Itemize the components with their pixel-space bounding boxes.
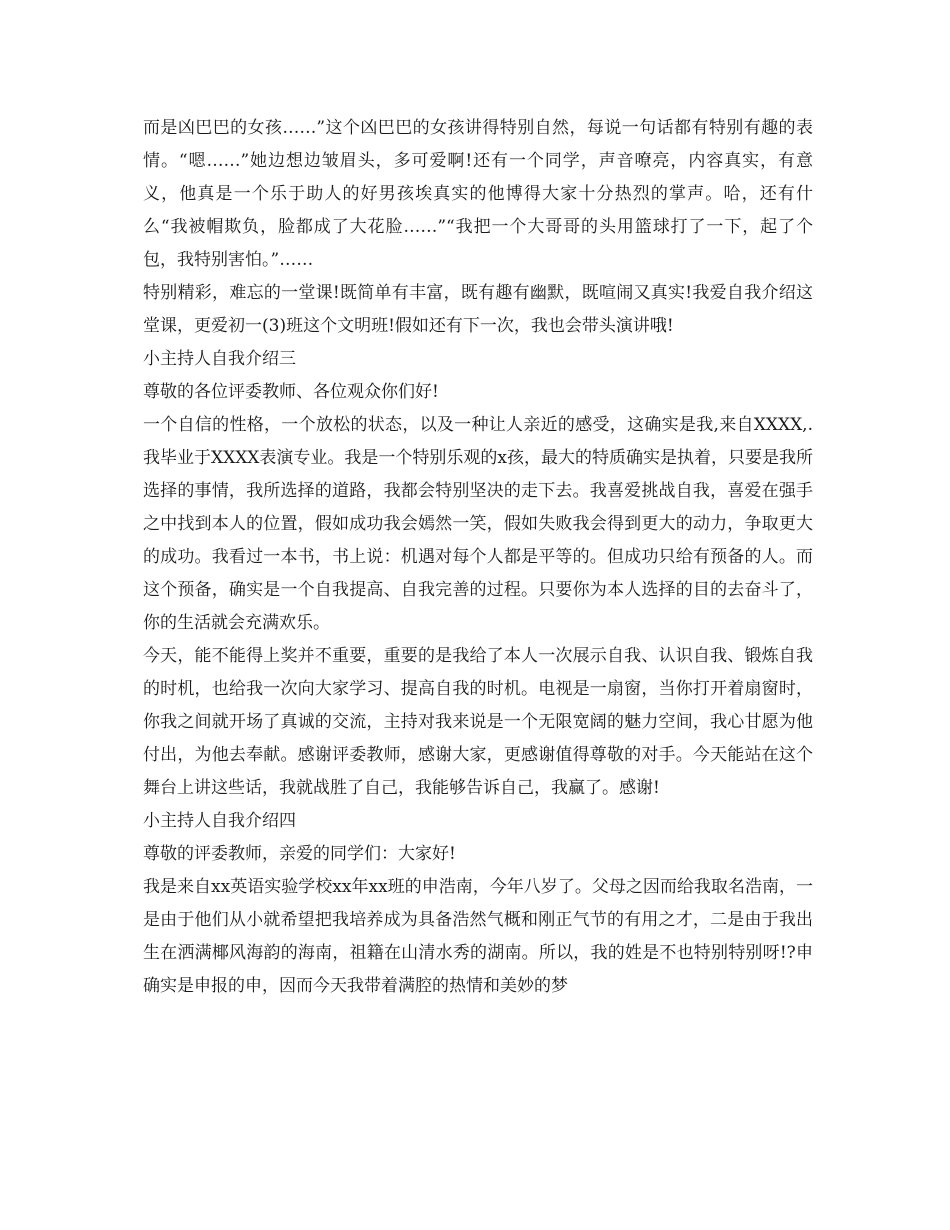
paragraph-3a: 一个自信的性格，一个放松的状态，以及一种让人亲近的感受，这确实是我,来自XXXX,.我毕业于XXXX表演专业。我是一个特别乐观的x孩，最大的特质确实是执着，只要是我所选择的事情，我所选择的道路，我都会特别坚决的走下去。我喜爱挑战自我，喜爱在强手之中找到本人的位置，假如成功我会嫣然一笑，假如失败我会得到更大的动力，争取更大的成功。我看过一本书，书上说：机遇对每个人都是平等的。但成功只给有预备的人。而这个预备，确实是一个自我提高、自我完善的过程。只要你为本人选择的目的去奋斗了，你的生活就会充满欢乐。 xyxy=(143,415,813,633)
paragraph-1: 而是凶巴巴的女孩……”这个凶巴巴的女孩讲得特别自然，每说一句话都有特别有趣的表情。“嗯……”她边想边皱眉头，多可爱啊!还有一个同学，声音嘹亮，内容真实，有意义，他真是一个乐于助人的好男孩埃真实的他博得大家十分热烈的掌声。哈，还有什么“我被帽欺负，脸都成了大花脸……”“我把一个大哥哥的头用篮球打了一下，起了个包，我特别害怕。”…… xyxy=(143,118,813,270)
document-body xyxy=(143,112,813,1003)
section-heading-4: 小主持人自我介绍四 xyxy=(143,811,296,831)
paragraph-3b: 今天，能不能得上奖并不重要，重要的是我给了本人一次展示自我、认识自我、锻炼自我的时机，也给我一次向大家学习、提高自我的时机。电视是一扇窗，当你打开着扇窗时，你我之间就开场了真诚的交流，主持对我来说是一个无限宽阔的魅力空间，我心甘愿为他付出，为他去奉献。感谢评委教师，感谢大家，更感谢值得尊敬的对手。今天能站在这个舞台上讲这些话，我就战胜了自己，我能够告诉自己，我赢了。感谢! xyxy=(143,646,813,798)
greeting-4: 尊敬的评委教师，亲爱的同学们：大家好! xyxy=(143,844,456,864)
paragraph-2: 特别精彩，难忘的一堂课!既简单有丰富，既有趣有幽默，既喧闹又真实!我爱自我介绍这堂课，更爱初一(3)班这个文明班!假如还有下一次，我也会带头演讲哦! xyxy=(143,283,813,336)
greeting-3: 尊敬的各位评委教师、各位观众你们好! xyxy=(143,382,439,402)
section-heading-3: 小主持人自我介绍三 xyxy=(143,349,296,369)
paragraph-4a: 我是来自xx英语实验学校xx年xx班的申浩南，今年八岁了。父母之因而给我取名浩南，一是由于他们从小就希望把我培养成为具备浩然气概和刚正气节的有用之才，二是由于我出生在洒满椰风海韵的海南，祖籍在山清水秀的湖南。所以，我的姓是不也特别特别呀!?申确实是申报的申，因而今天我带着满腔的热情和美妙的梦 xyxy=(143,877,813,996)
